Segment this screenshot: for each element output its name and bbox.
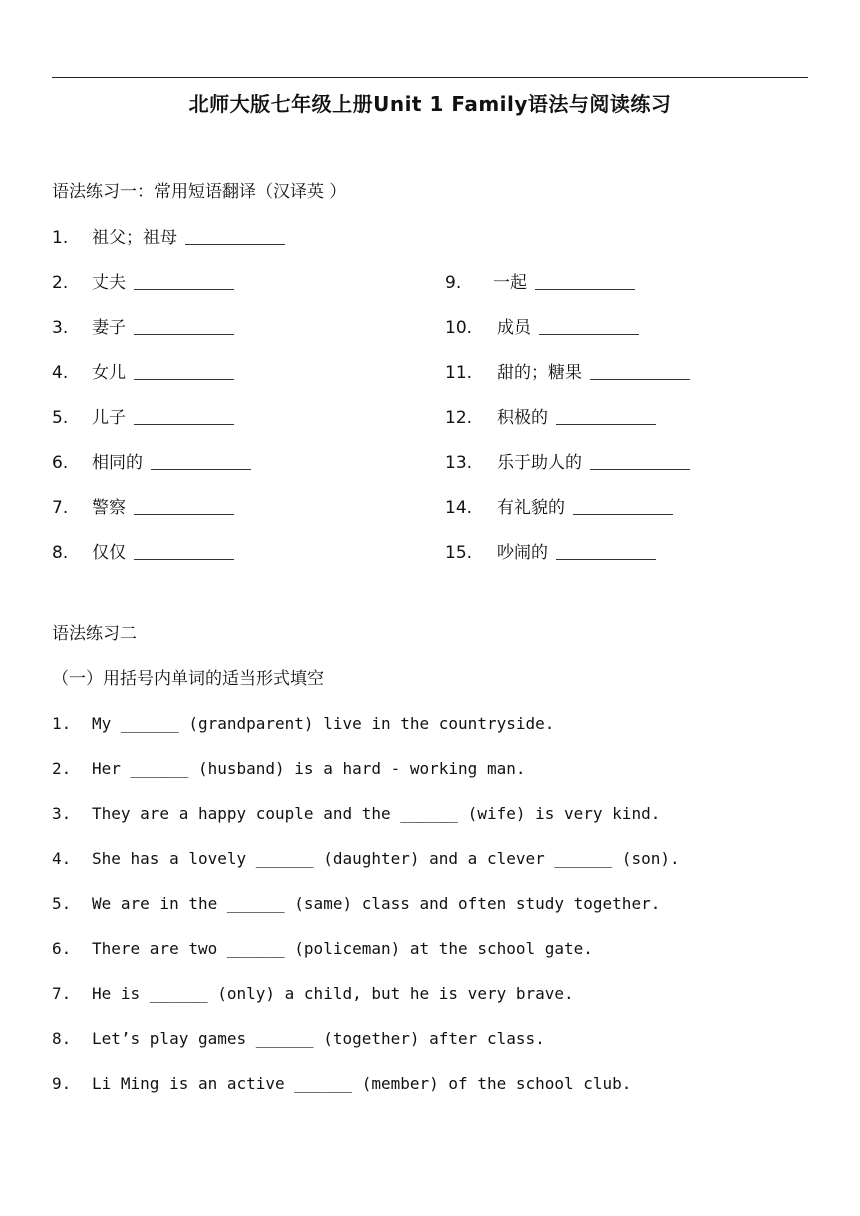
- answer-blank[interactable]: [134, 408, 234, 425]
- answer-blank[interactable]: [590, 363, 690, 380]
- sentence-item: 1. My ______ (grandparent) live in the countryside.: [52, 714, 555, 733]
- phrase-item: 9. 一起: [445, 272, 635, 294]
- sentence-item: 8. Let’s play games ______ (together) after class.: [52, 1029, 545, 1048]
- header-rule: [52, 77, 808, 78]
- phrase-item: 5. 儿子: [52, 407, 234, 429]
- answer-blank[interactable]: [134, 318, 234, 335]
- phrase-item: 1. 祖父；祖母: [52, 227, 285, 249]
- sentence-item: 2. Her ______ (husband) is a hard - working man.: [52, 759, 526, 778]
- sentence-item: 7. He is ______ (only) a child, but he is very brave.: [52, 984, 574, 1003]
- section2-heading: 语法练习二: [52, 624, 137, 644]
- phrase-item: 14. 有礼貌的: [445, 497, 673, 519]
- answer-blank[interactable]: [134, 363, 234, 380]
- sentence-item: 9. Li Ming is an active ______ (member) of the school club.: [52, 1074, 632, 1093]
- answer-blank[interactable]: [573, 498, 673, 515]
- phrase-item: 2. 丈夫: [52, 272, 234, 294]
- phrase-item: 13. 乐于助人的: [445, 452, 690, 474]
- answer-blank[interactable]: [134, 543, 234, 560]
- page-title: 北师大版七年级上册Unit 1 Family语法与阅读练习: [188, 92, 672, 116]
- answer-blank[interactable]: [151, 453, 251, 470]
- sentence-item: 6. There are two ______ (policeman) at the school gate.: [52, 939, 593, 958]
- sentence-item: 5. We are in the ______ (same) class and often study together.: [52, 894, 661, 913]
- answer-blank[interactable]: [134, 498, 234, 515]
- section2-subheading: （一）用括号内单词的适当形式填空: [52, 669, 324, 689]
- sentence-item: 4. She has a lovely ______ (daughter) and a clever ______ (son).: [52, 849, 680, 868]
- answer-blank[interactable]: [590, 453, 690, 470]
- phrase-item: 15. 吵闹的: [445, 542, 656, 564]
- section1-heading: 语法练习一：常用短语翻译（汉译英 ）: [52, 182, 347, 202]
- phrase-item: 6. 相同的: [52, 452, 251, 474]
- answer-blank[interactable]: [185, 228, 285, 245]
- answer-blank[interactable]: [535, 273, 635, 290]
- phrase-item: 3. 妻子: [52, 317, 234, 339]
- phrase-item: 7. 警察: [52, 497, 234, 519]
- answer-blank[interactable]: [556, 408, 656, 425]
- answer-blank[interactable]: [539, 318, 639, 335]
- phrase-item: 12. 积极的: [445, 407, 656, 429]
- phrase-item: 11. 甜的；糖果: [445, 362, 690, 384]
- sentence-item: 3. They are a happy couple and the ______ (wife) is very kind.: [52, 804, 661, 823]
- answer-blank[interactable]: [134, 273, 234, 290]
- phrase-item: 8. 仅仅: [52, 542, 234, 564]
- phrase-item: 4. 女儿: [52, 362, 234, 384]
- answer-blank[interactable]: [556, 543, 656, 560]
- phrase-item: 10. 成员: [445, 317, 639, 339]
